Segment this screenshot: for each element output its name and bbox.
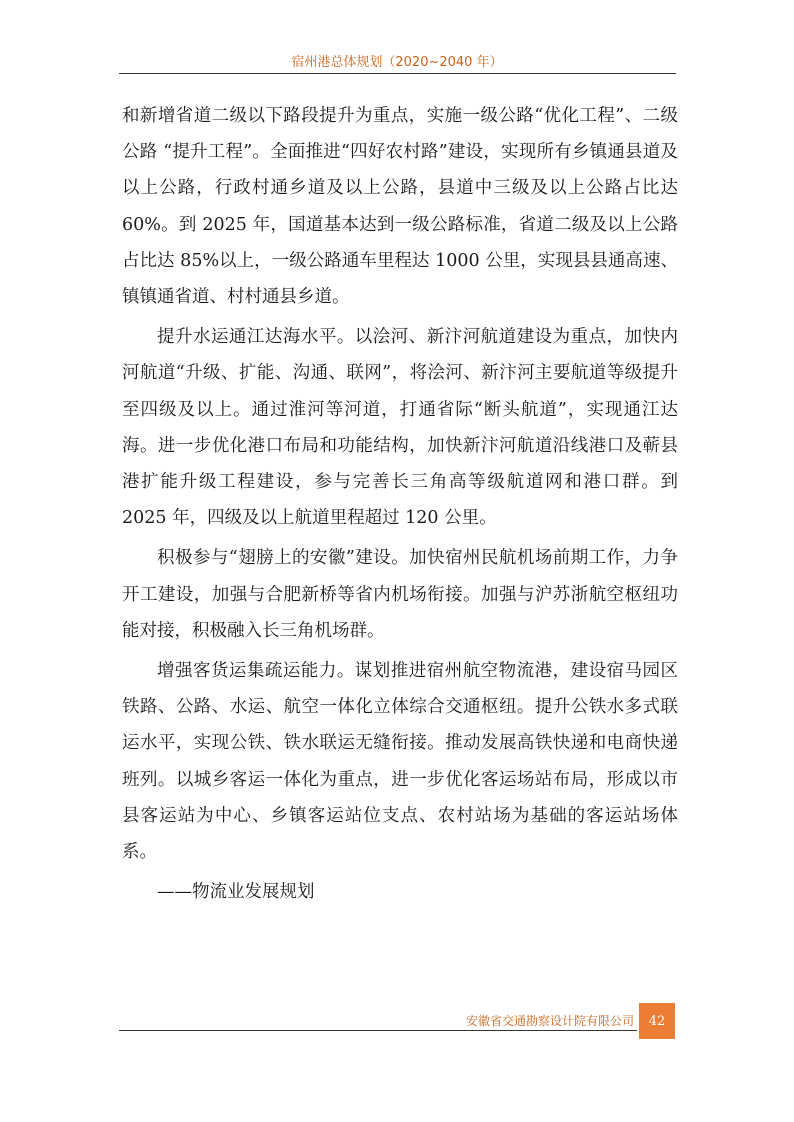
document-body: [122, 98, 678, 910]
running-header-title: 宿州港总体规划（2020~2040 年）: [291, 55, 503, 70]
paragraph-waterway: 提升水运通江达海水平。以浍河、新汴河航道建设为重点，加快内河航道“升级、扩能、沟通、联网”，将浍河、新汴河主要航道等级提升至四级及以上。通过淮河等河道，打通省际“断头航道”，实现通江达海。进一步优化港口布局和功能结构，加快新汴河航道沿线港口及蕲县港扩能升级工程建设，参与完善长三角高等级航道网和港口群。到 2025 年，四级及以上航道里程超过 120 公里。: [122, 327, 678, 529]
footer-divider: [119, 1030, 637, 1031]
paragraph-continued: 和新增省道二级以下路段提升为重点，实施一级公路“优化工程”、二级公路 “提升工程”。全面推进“四好农村路”建设，实现所有乡镇通县道及以上公路，行政村通乡道及以上公路，县道中三级及以上公路占比达 60%。到 2025 年，国道基本达到一级公路标准，省道二级及以上公路占比达 85%以上，一级公路通车里程达 1000 公里，实现县县通高速、镇镇通省道、村村通县乡道。: [122, 106, 678, 308]
paragraph-aviation: 积极参与“翅膀上的安徽”建设。加快宿州民航机场前期工作，力争开工建设，加强与合肥新桥等省内机场衔接。加强与沪苏浙航空枢纽功能对接，积极融入长三角机场群。: [122, 548, 678, 641]
page-number-badge: [639, 1003, 675, 1039]
paragraph-logistics: 增强客货运集疏运能力。谋划推进宿州航空物流港，建设宿马园区铁路、公路、水运、航空一体化立体综合交通枢纽。提升公铁水多式联运水平，实现公铁、铁水联运无缝衔接。推动发展高铁快递和电商快递班列。以城乡客运一体化为重点，进一步优化客运场站布局，形成以市县客运站为中心、乡镇客运站位支点、农村站场为基础的客运站场体系。: [122, 661, 678, 863]
page-number: 42: [648, 1013, 666, 1029]
footer-company-name: 安徽省交通勘察设计院有限公司: [465, 1014, 634, 1028]
header-divider: [119, 73, 676, 74]
source-attribution: ——物流业发展规划: [157, 882, 315, 903]
